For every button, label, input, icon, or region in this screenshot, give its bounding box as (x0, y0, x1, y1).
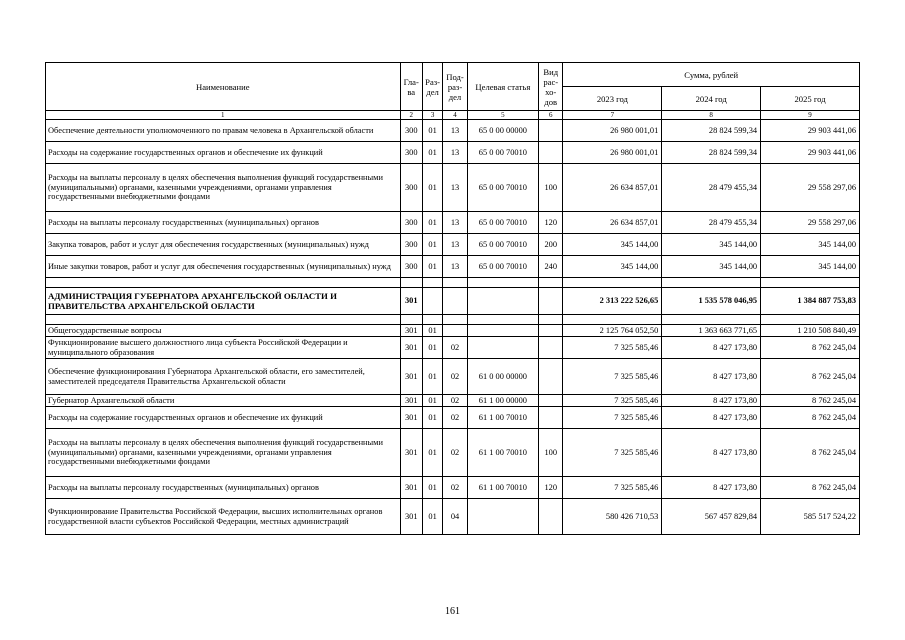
row-glava: 301 (400, 359, 422, 395)
row-name: Расходы на выплаты персоналу государственных (муниципальных) органов (46, 477, 401, 499)
row-amount-2024: 28 824 599,34 (662, 142, 761, 164)
header-year-2023: 2023 год (563, 87, 662, 111)
column-number-row (46, 111, 860, 120)
row-amount-2025: 29 558 297,06 (761, 212, 860, 234)
row-glava: 301 (400, 325, 422, 337)
row-amount-2024: 8 427 173,80 (662, 395, 761, 407)
row-vid: 240 (539, 256, 563, 278)
row-target: 61 0 00 00000 (467, 359, 538, 395)
row-amount-2023: 7 325 585,46 (563, 407, 662, 429)
column-number: 8 (662, 111, 761, 120)
row-amount-2025: 29 903 441,06 (761, 120, 860, 142)
row-glava: 301 (400, 429, 422, 477)
row-glava: 301 (400, 477, 422, 499)
column-number: 3 (422, 111, 442, 120)
row-amount-2025: 8 762 245,04 (761, 429, 860, 477)
row-razdel: 01 (422, 337, 442, 359)
row-name: Функционирование Правительства Российской Федерации, высших исполнительных органов государственной власти субъектов Российской Федерации, местных администраций (46, 499, 401, 535)
row-razdel: 01 (422, 407, 442, 429)
row-amount-2025: 8 762 245,04 (761, 337, 860, 359)
table-row (46, 325, 860, 337)
row-podrazdel: 13 (443, 212, 467, 234)
header-year-2025: 2025 год (761, 87, 860, 111)
row-glava: 301 (400, 288, 422, 315)
row-amount-2023: 26 980 001,01 (563, 120, 662, 142)
table-row (46, 120, 860, 142)
row-target (467, 288, 538, 315)
row-razdel (422, 288, 442, 315)
row-vid (539, 407, 563, 429)
row-razdel: 01 (422, 164, 442, 212)
row-podrazdel: 02 (443, 337, 467, 359)
row-amount-2023: 7 325 585,46 (563, 395, 662, 407)
table-row (46, 212, 860, 234)
row-name: Расходы на выплаты персоналу в целях обеспечения выполнения функций государственными (муниципальными) органами, казенными учреждениями, органами управления государственными внебюджетными фондами (46, 429, 401, 477)
row-razdel: 01 (422, 477, 442, 499)
page-number: 161 (445, 606, 460, 617)
row-amount-2023: 7 325 585,46 (563, 337, 662, 359)
column-number: 1 (46, 111, 401, 120)
row-vid (539, 395, 563, 407)
row-glava: 300 (400, 120, 422, 142)
row-target (467, 337, 538, 359)
row-amount-2024: 8 427 173,80 (662, 429, 761, 477)
row-podrazdel: 02 (443, 395, 467, 407)
row-podrazdel: 04 (443, 499, 467, 535)
row-vid (539, 499, 563, 535)
row-amount-2025: 8 762 245,04 (761, 395, 860, 407)
row-amount-2024: 28 479 455,34 (662, 212, 761, 234)
row-amount-2024: 345 144,00 (662, 256, 761, 278)
row-glava: 301 (400, 499, 422, 535)
row-amount-2023: 2 125 764 052,50 (563, 325, 662, 337)
row-name: Закупка товаров, работ и услуг для обеспечения государственных (муниципальных) нужд (46, 234, 401, 256)
row-amount-2025: 585 517 524,22 (761, 499, 860, 535)
row-amount-2024: 1 363 663 771,65 (662, 325, 761, 337)
row-amount-2023: 26 634 857,01 (563, 212, 662, 234)
row-glava: 301 (400, 337, 422, 359)
row-name: Расходы на содержание государственных органов и обеспечение их функций (46, 142, 401, 164)
header-year-2024: 2024 год (662, 87, 761, 111)
row-podrazdel: 02 (443, 359, 467, 395)
table-row (46, 395, 860, 407)
row-name: Иные закупки товаров, работ и услуг для обеспечения государственных (муниципальных) нужд (46, 256, 401, 278)
row-podrazdel: 02 (443, 407, 467, 429)
row-name: Обеспечение деятельности уполномоченного по правам человека в Архангельской области (46, 120, 401, 142)
row-glava: 300 (400, 212, 422, 234)
row-razdel: 01 (422, 256, 442, 278)
row-amount-2023: 26 634 857,01 (563, 164, 662, 212)
row-razdel: 01 (422, 212, 442, 234)
column-number: 2 (400, 111, 422, 120)
spacer-row (46, 315, 860, 325)
row-amount-2025: 8 762 245,04 (761, 407, 860, 429)
row-podrazdel (443, 325, 467, 337)
budget-table (45, 62, 860, 535)
row-razdel: 01 (422, 429, 442, 477)
row-name: Расходы на выплаты персоналу государственных (муниципальных) органов (46, 212, 401, 234)
row-amount-2024: 28 479 455,34 (662, 164, 761, 212)
row-vid (539, 288, 563, 315)
header-name: Наименование (46, 63, 401, 111)
row-vid (539, 325, 563, 337)
row-target: 61 1 00 70010 (467, 477, 538, 499)
header-podrazdel: Под-раз-дел (443, 63, 467, 111)
row-name: Губернатор Архангельской области (46, 395, 401, 407)
budget-sheet (45, 62, 860, 535)
row-vid: 120 (539, 212, 563, 234)
row-target: 65 0 00 00000 (467, 120, 538, 142)
row-amount-2024: 345 144,00 (662, 234, 761, 256)
row-vid: 100 (539, 429, 563, 477)
row-glava: 300 (400, 164, 422, 212)
row-amount-2024: 8 427 173,80 (662, 359, 761, 395)
column-number: 6 (539, 111, 563, 120)
header-vid: Вид рас-хо-дов (539, 63, 563, 111)
row-razdel: 01 (422, 499, 442, 535)
table-row (46, 477, 860, 499)
header-razdel: Раз-дел (422, 63, 442, 111)
row-amount-2023: 26 980 001,01 (563, 142, 662, 164)
spacer-row (46, 278, 860, 288)
row-vid: 100 (539, 164, 563, 212)
table-row (46, 337, 860, 359)
row-target (467, 499, 538, 535)
row-razdel: 01 (422, 142, 442, 164)
row-amount-2023: 345 144,00 (563, 234, 662, 256)
row-amount-2025: 8 762 245,04 (761, 359, 860, 395)
row-name: Расходы на выплаты персоналу в целях обеспечения выполнения функций государственными (муниципальными) органами, казенными учреждениями, органами управления государственными внебюджетными фондами (46, 164, 401, 212)
header-target: Целевая статья (467, 63, 538, 111)
row-amount-2023: 345 144,00 (563, 256, 662, 278)
row-target: 65 0 00 70010 (467, 256, 538, 278)
column-number: 7 (563, 111, 662, 120)
row-amount-2025: 1 210 508 840,49 (761, 325, 860, 337)
row-amount-2023: 7 325 585,46 (563, 477, 662, 499)
row-amount-2025: 29 903 441,06 (761, 142, 860, 164)
table-row (46, 359, 860, 395)
row-amount-2024: 8 427 173,80 (662, 407, 761, 429)
row-podrazdel (443, 288, 467, 315)
row-amount-2024: 1 535 578 046,95 (662, 288, 761, 315)
row-amount-2025: 8 762 245,04 (761, 477, 860, 499)
row-name: Функционирование высшего должностного лица субъекта Российской Федерации и муниципального образования (46, 337, 401, 359)
row-podrazdel: 02 (443, 429, 467, 477)
table-row (46, 288, 860, 315)
row-amount-2024: 28 824 599,34 (662, 120, 761, 142)
table-row (46, 234, 860, 256)
row-target: 61 1 00 70010 (467, 429, 538, 477)
row-target: 65 0 00 70010 (467, 212, 538, 234)
row-podrazdel: 13 (443, 120, 467, 142)
row-name: Обеспечение функционирования Губернатора Архангельской области, его заместителей, заместителей председателя Правительства Архангельской области (46, 359, 401, 395)
table-row (46, 256, 860, 278)
row-amount-2024: 8 427 173,80 (662, 337, 761, 359)
table-row (46, 142, 860, 164)
column-number: 9 (761, 111, 860, 120)
row-razdel: 01 (422, 120, 442, 142)
table-row (46, 429, 860, 477)
row-vid: 200 (539, 234, 563, 256)
row-glava: 300 (400, 142, 422, 164)
row-name: АДМИНИСТРАЦИЯ ГУБЕРНАТОРА АРХАНГЕЛЬСКОЙ ОБЛАСТИ И ПРАВИТЕЛЬСТВА АРХАНГЕЛЬСКОЙ ОБЛАСТИ (46, 288, 401, 315)
row-name: Расходы на содержание государственных органов и обеспечение их функций (46, 407, 401, 429)
table-row (46, 499, 860, 535)
column-number: 5 (467, 111, 538, 120)
row-razdel: 01 (422, 325, 442, 337)
row-target: 61 1 00 00000 (467, 395, 538, 407)
row-amount-2023: 2 313 222 526,65 (563, 288, 662, 315)
row-target: 65 0 00 70010 (467, 142, 538, 164)
row-vid (539, 337, 563, 359)
row-glava: 301 (400, 407, 422, 429)
row-glava: 301 (400, 395, 422, 407)
row-podrazdel: 13 (443, 164, 467, 212)
row-podrazdel: 02 (443, 477, 467, 499)
row-amount-2024: 8 427 173,80 (662, 477, 761, 499)
row-vid (539, 120, 563, 142)
header-glava: Гла-ва (400, 63, 422, 111)
row-amount-2023: 7 325 585,46 (563, 359, 662, 395)
row-razdel: 01 (422, 234, 442, 256)
row-name: Общегосударственные вопросы (46, 325, 401, 337)
row-glava: 300 (400, 256, 422, 278)
row-razdel: 01 (422, 395, 442, 407)
row-amount-2025: 345 144,00 (761, 256, 860, 278)
row-podrazdel: 13 (443, 234, 467, 256)
row-amount-2023: 580 426 710,53 (563, 499, 662, 535)
row-podrazdel: 13 (443, 142, 467, 164)
row-vid (539, 359, 563, 395)
row-target: 65 0 00 70010 (467, 234, 538, 256)
row-amount-2025: 1 384 887 753,83 (761, 288, 860, 315)
table-row (46, 407, 860, 429)
row-vid (539, 142, 563, 164)
row-podrazdel: 13 (443, 256, 467, 278)
row-glava: 300 (400, 234, 422, 256)
row-vid: 120 (539, 477, 563, 499)
row-target: 65 0 00 70010 (467, 164, 538, 212)
row-amount-2024: 567 457 829,84 (662, 499, 761, 535)
row-amount-2023: 7 325 585,46 (563, 429, 662, 477)
row-amount-2025: 29 558 297,06 (761, 164, 860, 212)
row-amount-2025: 345 144,00 (761, 234, 860, 256)
header-sum: Сумма, рублей (563, 63, 860, 87)
row-razdel: 01 (422, 359, 442, 395)
table-row (46, 164, 860, 212)
column-number: 4 (443, 111, 467, 120)
row-target (467, 325, 538, 337)
row-target: 61 1 00 70010 (467, 407, 538, 429)
